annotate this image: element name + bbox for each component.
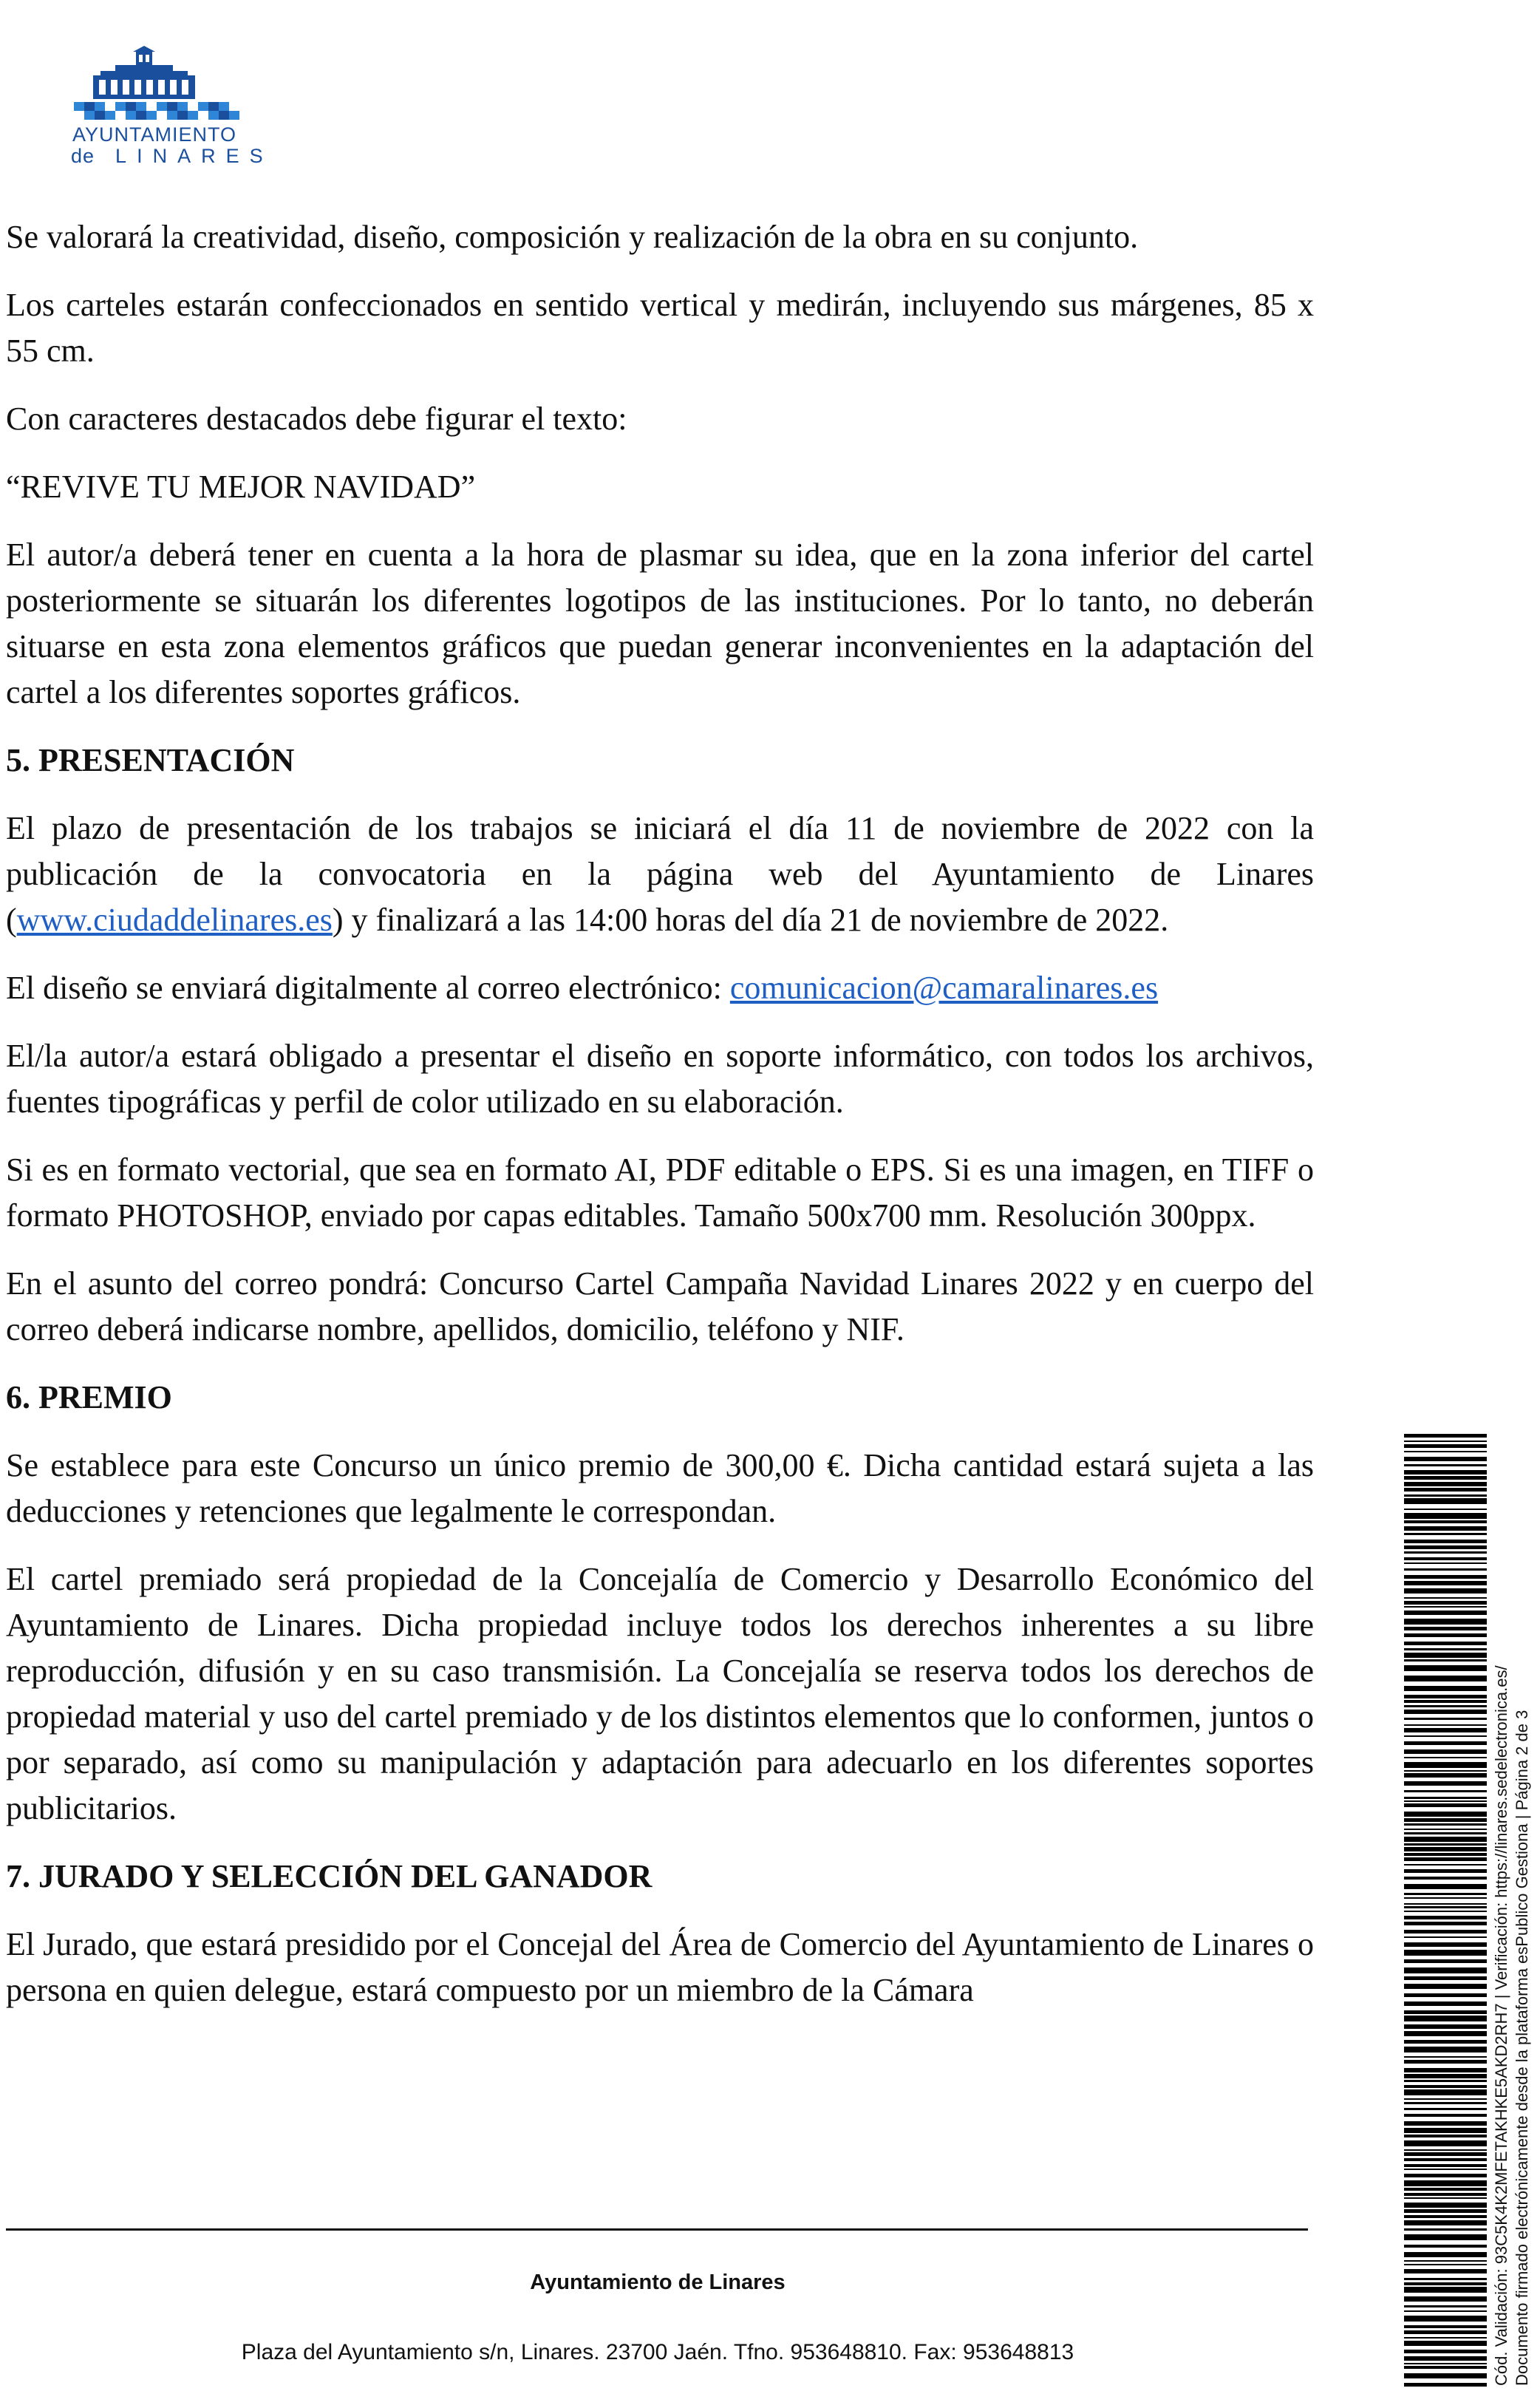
barcode-bar: [1404, 1457, 1487, 1461]
barcode-bar: [1404, 1911, 1487, 1912]
barcode-bar: [1404, 2074, 1487, 2078]
barcode-bar: [1404, 1724, 1487, 1726]
barcode-bar: [1404, 1857, 1487, 1861]
barcode-bar: [1404, 1434, 1487, 1438]
barcode-bar: [1404, 2158, 1487, 2161]
barcode-bar: [1404, 1451, 1487, 1452]
barcode-bar: [1404, 2310, 1487, 2312]
footer-address: Plaza del Ayuntamiento s/n, Linares. 23700 Jaén. Tfno. 953648810. Fax: 953648813: [241, 2340, 1074, 2364]
barcode-bar: [1404, 2325, 1487, 2328]
barcode-bar: [1404, 2366, 1487, 2369]
footer-divider: [6, 2228, 1308, 2231]
barcode-bar: [1404, 1705, 1487, 1707]
barcode-bar: [1404, 1633, 1487, 1637]
paragraph-submission-period: [6, 806, 1314, 943]
barcode-bar: [1404, 1762, 1487, 1768]
barcode-bar: [1404, 2337, 1487, 2339]
barcode-bar: [1404, 1557, 1487, 1560]
barcode-bar: [1404, 2068, 1487, 2072]
barcode-bar: [1404, 2169, 1487, 2170]
barcode-bar: [1404, 2264, 1487, 2265]
barcode-bar: [1404, 1494, 1487, 1497]
logo-text-town: [71, 145, 273, 168]
validation-side-text: [1491, 1565, 1533, 2386]
barcode-bar: [1404, 1853, 1487, 1856]
barcode-bar: [1404, 1728, 1487, 1732]
municipal-logo: [71, 46, 273, 171]
barcode-bar: [1404, 1653, 1487, 1658]
barcode-bar: [1404, 1770, 1487, 1772]
paragraph-digital-format: El/la autor/a estará obligado a presentar el diseño en soporte informático, con todos los archivos, fuentes tipográficas y perfil de color utilizado en su elaboración.: [6, 1038, 1314, 1120]
barcode-bar: [1404, 2135, 1487, 2137]
barcode-bar: [1404, 2128, 1487, 2133]
barcode-bar: [1404, 1843, 1487, 1846]
barcode-bar: [1404, 1976, 1487, 1980]
barcode-bar: [1404, 1498, 1487, 1504]
barcode-bar: [1404, 2203, 1487, 2208]
barcode-bar: [1404, 2114, 1487, 2117]
barcode-bar: [1404, 2220, 1487, 2225]
barcode-bar: [1404, 2373, 1487, 2378]
paragraph-jury: El Jurado, que estará presidido por el Concejal del Área de Comercio del Ayuntamiento de Linares o persona en quien delegue, estará compuesto por un miembro de la Cámara: [6, 1926, 1314, 2008]
barcode-bar: [1404, 1533, 1487, 1535]
barcode-bar: [1404, 1562, 1487, 1564]
barcode-bar: [1404, 2252, 1487, 2257]
barcode-bar: [1404, 1686, 1487, 1691]
barcode-bar: [1404, 1470, 1487, 1475]
footer-title: Ayuntamiento de Linares: [530, 2271, 786, 2294]
barcode-bar: [1404, 2174, 1487, 2177]
barcode-bar: [1404, 2197, 1487, 2199]
paragraph-prize-ownership: El cartel premiado será propiedad de la Concejalía de Comercio y Desarrollo Económico del Ayuntamiento de Linares. Dicha propiedad incluye todos los derechos inherentes a su libre reproducción, difusión y en su caso transmisión. La Concejalía se reserva todos los derechos de propiedad material y uso del cartel premiado y de los distintos elementos que lo conformen, juntos o por separado, así como su manipulación y adaptación para adecuarlo en los diferentes soportes publicitarios.: [6, 1561, 1314, 1826]
barcode-bar: [1404, 2188, 1487, 2191]
barcode-bar: [1404, 1790, 1487, 1792]
town-hall-building-icon: [71, 46, 270, 126]
barcode-bar: [1404, 2278, 1487, 2280]
barcode-bar: [1404, 2001, 1487, 2006]
barcode-bar: [1404, 1695, 1487, 1698]
barcode-bar: [1404, 2164, 1487, 2167]
paragraph-slogan: “REVIVE TU MEJOR NAVIDAD”: [6, 469, 476, 505]
barcode-bar: [1404, 2152, 1487, 2156]
paragraph-creativity: Se valorará la creatividad, diseño, composición y realización de la obra en su conjunto.: [6, 219, 1139, 255]
submission-period-text-b: ) y finalizará a las 14:00 horas del día 21 de noviembre de 2022.: [332, 902, 1169, 938]
barcode-bar: [1404, 1829, 1487, 1830]
barcode-bar: [1404, 1993, 1487, 1997]
barcode-bar: [1404, 1906, 1487, 1908]
barcode-bar: [1404, 1648, 1487, 1650]
barcode-bar: [1404, 1847, 1487, 1851]
barcode-bar: [1404, 1588, 1487, 1594]
barcode-bar: [1404, 1665, 1487, 1671]
barcode-bar: [1404, 1877, 1487, 1880]
barcode-bar: [1404, 1551, 1487, 1554]
barcode-bar: [1404, 1718, 1487, 1720]
barcode-bar: [1404, 1967, 1487, 1973]
barcode-bar: [1404, 1526, 1487, 1531]
paragraph-required-text-intro: Con caracteres destacados debe figurar el texto:: [6, 401, 627, 437]
barcode-bar: [1404, 2089, 1487, 2095]
barcode-bar: [1404, 2149, 1487, 2151]
logo-text-linares: LINARES: [115, 145, 273, 167]
barcode-bar: [1404, 1601, 1487, 1605]
barcode-bar: [1404, 2040, 1487, 2044]
barcode-bar: [1404, 1606, 1487, 1608]
logo-text-de: de: [71, 145, 95, 167]
barcode-bar: [1404, 2056, 1487, 2058]
submission-period-text-a: El plazo de presentación de los trabajos se iniciará el día 11 de noviembre de 2022 con la publicación de la convocatoria en la página web del Ayuntamiento de Linares (: [6, 810, 1314, 938]
email-link[interactable]: comunicacion@camaralinares.es: [729, 970, 1159, 1006]
barcode-bar: [1404, 1922, 1487, 1925]
barcode-bar: [1404, 2060, 1487, 2064]
barcode-bar: [1404, 2234, 1487, 2240]
barcode-bar: [1404, 2016, 1487, 2021]
barcode-bar: [1404, 1568, 1487, 1571]
barcode-bar: [1404, 2269, 1487, 2273]
barcode-bar: [1404, 1812, 1487, 1817]
barcode-bar: [1404, 1581, 1487, 1585]
barcode-bar: [1404, 1884, 1487, 1889]
barcode-bar: [1404, 2024, 1487, 2029]
barcode-bar: [1404, 1749, 1487, 1754]
barcode-bar: [1404, 1611, 1487, 1615]
barcode-bar: [1404, 2080, 1487, 2082]
email-submission-text: El diseño se enviará digitalmente al correo electrónico:: [6, 970, 730, 1006]
paragraph-email-submission: [6, 965, 1314, 1011]
barcode-bar: [1404, 2108, 1487, 2110]
document-body: [6, 214, 1314, 2035]
barcode-bar: [1404, 1984, 1487, 1989]
barcode-bar: [1404, 1959, 1487, 1963]
barcode-bar: [1404, 2215, 1487, 2218]
paragraph-email-subject: En el asunto del correo pondrá: Concurso Cartel Campaña Navidad Linares 2022 y en cuerpo del correo deberá indicarse nombre, apellidos, domicilio, teléfono y NIF.: [6, 1265, 1314, 1347]
section-heading-jurado: 7. JURADO Y SELECCIÓN DEL GANADOR: [6, 1858, 653, 1894]
paragraph-poster-size: Los carteles estarán confeccionados en sentido vertical y medirán, incluyendo sus márgenes, 85 x 55 cm.: [6, 287, 1314, 369]
barcode-bar: [1404, 1575, 1487, 1579]
barcode-bar: [1404, 2085, 1487, 2088]
barcode-bar: [1404, 1903, 1487, 1905]
barcode-bar: [1404, 2356, 1487, 2361]
barcode-bar: [1404, 2363, 1487, 2364]
barcode-bar: [1404, 1893, 1487, 1895]
barcode-bar: [1404, 1916, 1487, 1919]
barcode-bar: [1404, 1627, 1487, 1630]
barcode-bar: [1404, 2260, 1487, 2262]
barcode-bar: [1404, 1444, 1487, 1448]
barcode-bar: [1404, 1950, 1487, 1956]
barcode-bar: [1404, 1930, 1487, 1933]
barcode-bar: [1404, 2010, 1487, 2014]
barcode-bar: [1404, 2341, 1487, 2346]
barcode-bar: [1404, 1773, 1487, 1778]
barcode-bar: [1404, 1869, 1487, 1873]
barcode-bar: [1404, 1837, 1487, 1842]
barcode-bar: [1404, 1700, 1487, 1703]
barcode-bar: [1404, 1597, 1487, 1599]
section-heading-premio: 6. PREMIO: [6, 1379, 172, 1415]
barcode-bar: [1404, 1735, 1487, 1737]
barcode-bar: [1404, 2316, 1487, 2322]
barcode-bar: [1404, 1797, 1487, 1799]
barcode-bar: [1404, 1441, 1487, 1442]
paragraph-logo-zone: El autor/a deberá tener en cuenta a la hora de plasmar su idea, que en la zona inferior del cartel posteriormente se situarán los diferentes logotipos de las instituciones. Por lo tanto, no deberán situarse en esta zona elementos gráficos que puedan generar inconvenientes en la adaptación del cartel a los diferentes soportes gráficos.: [6, 537, 1314, 710]
barcode-bar: [1404, 1464, 1487, 1466]
validation-code-line: Cód. Validación: 93C5K4K2MFETAKHKE5AKD2RH7 | Verificación: https://linares.sedelectronica.es/: [1492, 1665, 1510, 2386]
barcode-bar: [1404, 1832, 1487, 1834]
barcode-bar: [1404, 2102, 1487, 2104]
barcode-bar: [1404, 1781, 1487, 1786]
barcode-bar: [1404, 2350, 1487, 2353]
barcode-bar: [1404, 1757, 1487, 1758]
barcode-bar: [1404, 2228, 1487, 2231]
section-heading-presentacion: 5. PRESENTACIÓN: [6, 742, 295, 778]
barcode-bar: [1404, 1864, 1487, 1865]
barcode-bar: [1404, 1476, 1487, 1480]
barcode-bar: [1404, 2098, 1487, 2100]
barcode-bar: [1404, 1818, 1487, 1822]
signature-platform-line: Documento firmado electrónicamente desde la plataforma esPublico Gestiona | Página 2 de 3: [1513, 1710, 1531, 2386]
barcode-bar: [1404, 1482, 1487, 1486]
barcode-bar: [1404, 2047, 1487, 2052]
barcode-bar: [1404, 1897, 1487, 1899]
barcode-bar: [1404, 2180, 1487, 2186]
barcode-bar: [1404, 1803, 1487, 1807]
barcode-bar: [1404, 2383, 1487, 2387]
barcode-bar: [1404, 2287, 1487, 2293]
validation-barcode: [1404, 1434, 1487, 2391]
barcode-bar: [1404, 2245, 1487, 2248]
barcode-bar: [1404, 1823, 1487, 1826]
barcode-bar: [1404, 2282, 1487, 2285]
barcode-bar: [1404, 1545, 1487, 1549]
barcode-bar: [1404, 1800, 1487, 1802]
barcode-bar: [1404, 2305, 1487, 2307]
barcode-bar: [1404, 1520, 1487, 1523]
barcode-bar: [1404, 2121, 1487, 2126]
logo-text-ayuntamiento: AYUNTAMIENTO: [72, 123, 237, 146]
barcode-bar: [1404, 1509, 1487, 1510]
barcode-bar: [1404, 2140, 1487, 2146]
website-link[interactable]: www.ciudaddelinares.es: [16, 902, 333, 938]
barcode-bar: [1404, 2209, 1487, 2213]
barcode-bar: [1404, 1619, 1487, 1625]
barcode-bar: [1404, 1513, 1487, 1519]
barcode-bar: [1404, 1676, 1487, 1681]
barcode-bar: [1404, 2330, 1487, 2334]
barcode-bar: [1404, 1540, 1487, 1543]
barcode-bar: [1404, 1642, 1487, 1645]
barcode-bar: [1404, 2296, 1487, 2302]
barcode-bar: [1404, 1942, 1487, 1947]
barcode-bar: [1404, 1741, 1487, 1745]
barcode-bar: [1404, 2193, 1487, 2196]
barcode-bar: [1404, 1659, 1487, 1662]
paragraph-prize-amount: Se establece para este Concurso un único premio de 300,00 €. Dicha cantidad estará sujeta a las deducciones y retenciones que legalmente le correspondan.: [6, 1447, 1314, 1529]
paragraph-file-formats: Si es en formato vectorial, que sea en formato AI, PDF editable o EPS. Si es una imagen, en TIFF o formato PHOTOSHOP, enviado por capas editables. Tamaño 500x700 mm. Resolución 300ppx.: [6, 1152, 1314, 1234]
barcode-bar: [1404, 2031, 1487, 2036]
barcode-bar: [1404, 1710, 1487, 1714]
barcode-bar: [1404, 1488, 1487, 1492]
barcode-bar: [1404, 1936, 1487, 1938]
